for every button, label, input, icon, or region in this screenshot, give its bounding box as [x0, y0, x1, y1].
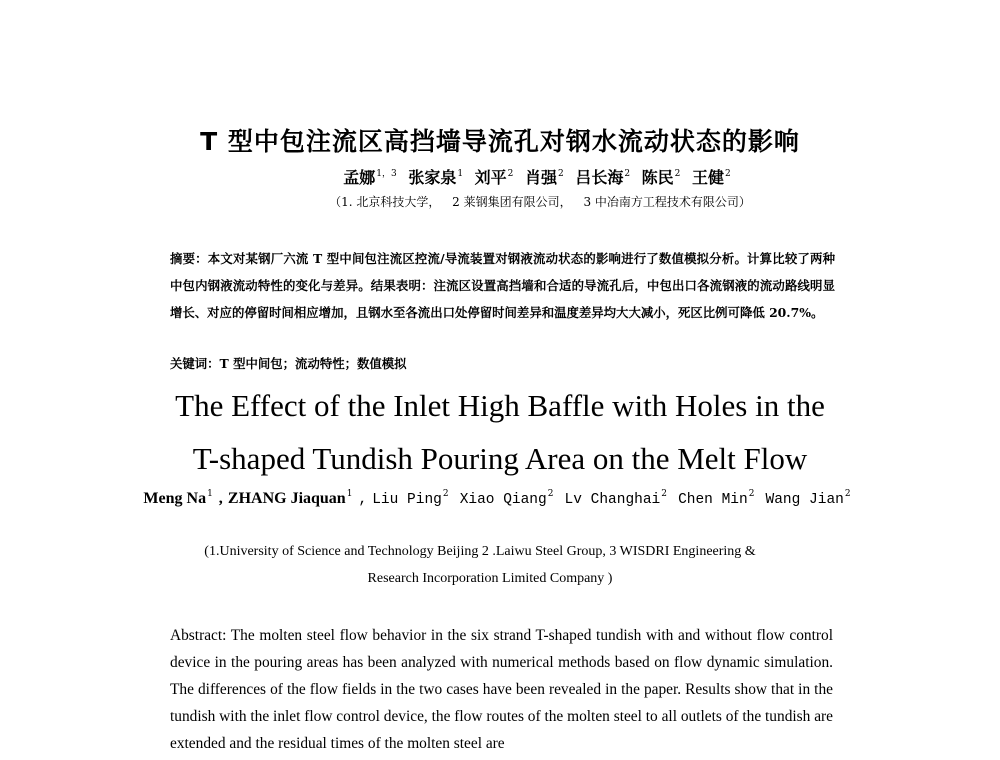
author-affiliation-mark: 2 — [624, 169, 631, 179]
affiliation: 3 中冶南方工程技术有限公司） — [583, 195, 751, 209]
english-title-line-2: T-shaped Tundish Pouring Area on the Melt Flow — [192, 441, 808, 476]
author-name: 孟娜 — [343, 168, 376, 187]
author-name: 张家泉 — [408, 168, 457, 187]
author-affiliation-mark: 1，3 — [376, 169, 397, 179]
author-name: 肖强 — [524, 168, 557, 187]
author-name: Meng Na — [143, 490, 207, 507]
chinese-affiliations — [260, 193, 820, 210]
english-affiliation-line-1: (1.University of Science and Technology Beijing 2 .Laiwu Steel Group, 3 WISDRI Engineering & — [204, 544, 756, 559]
english-title-line-1: The Effect of the Inlet High Baffle with Holes in the — [175, 388, 825, 423]
author-name: 王健 — [691, 168, 724, 187]
author-affiliation-mark: 2 — [724, 169, 731, 179]
author-name: 刘平 — [474, 168, 507, 187]
author-name: Wang Jian — [765, 492, 844, 508]
chinese-abstract: 摘要：本文对某钢厂六流 T 型中间包注流区控流/导流装置对钢液流动状态的影响进行了数值模拟分析。计算比较了两种中包内钢液流动特性的变化与差异。结果表明：注流区设置高挡墙和合适的导流孔后，中包出口各流钢液的流动路线明显增长、对应的停留时间相应增加，且钢水至各流出口处停留时间差异和温度差异均大大减小，死区比例可降低 20.7%。 — [170, 251, 835, 321]
author-name: Lv Changhai — [564, 492, 661, 508]
english-affiliation-line-2: Research Incorporation Limited Company ) — [367, 571, 613, 586]
author-affiliation-mark: 2 — [442, 489, 449, 499]
author-name: 吕长海 — [575, 168, 624, 187]
author-name: Liu Ping — [372, 492, 442, 508]
author-affiliation-mark: 2 — [674, 169, 681, 179]
affiliation: （1. 北京科技大学， — [329, 195, 441, 209]
author-affiliation-mark: 2 — [558, 169, 564, 179]
author-affiliation-mark: 2 — [748, 489, 755, 499]
chinese-keywords: 关键词：T 型中间包；流动特性；数值模拟 — [170, 356, 407, 371]
affiliation: 2 莱钢集团有限公司， — [452, 195, 572, 209]
author-affiliation-mark: 1 — [457, 169, 464, 179]
author-name: Xiao Qiang — [459, 492, 547, 508]
author-affiliation-mark: 1 — [346, 489, 353, 499]
author-affiliation-mark: 1 — [207, 489, 213, 499]
author-affiliation-mark: 2 — [844, 489, 851, 499]
chinese-title: T 型中包注流区高挡墙导流孔对钢水流动状态的影响 — [200, 127, 800, 156]
author-name: 陈民 — [641, 168, 674, 187]
chinese-author-list — [260, 165, 820, 188]
author-affiliation-mark: 2 — [507, 169, 514, 179]
author-name: Chen Min — [678, 492, 748, 508]
author-affiliation-mark: 2 — [661, 489, 667, 499]
english-abstract: Abstract: The molten steel flow behavior in the six strand T-shaped tundish with and without flow control device in the pouring areas has been analyzed with numerical methods based on flow dynamic simulation. The differences of the flow fields in the two cases have been revealed in the paper. Results show that in the tundish with the inlet flow control device, the flow routes of the molten steel to all outlets of the tundish are extended and the residual times of the molten steel are — [170, 627, 833, 752]
author-affiliation-mark: 2 — [547, 489, 554, 499]
author-name: ZHANG Jiaquan — [227, 490, 346, 507]
english-author-list: Meng Na$^1$ , ZHANG Jiaquan$^1$ , Liu Ping$^2$ Xiao Qiang$^2$ Lv Changhai$^2$ Chen Min$^2$ Wang Jian$^2$ — [143, 489, 851, 508]
